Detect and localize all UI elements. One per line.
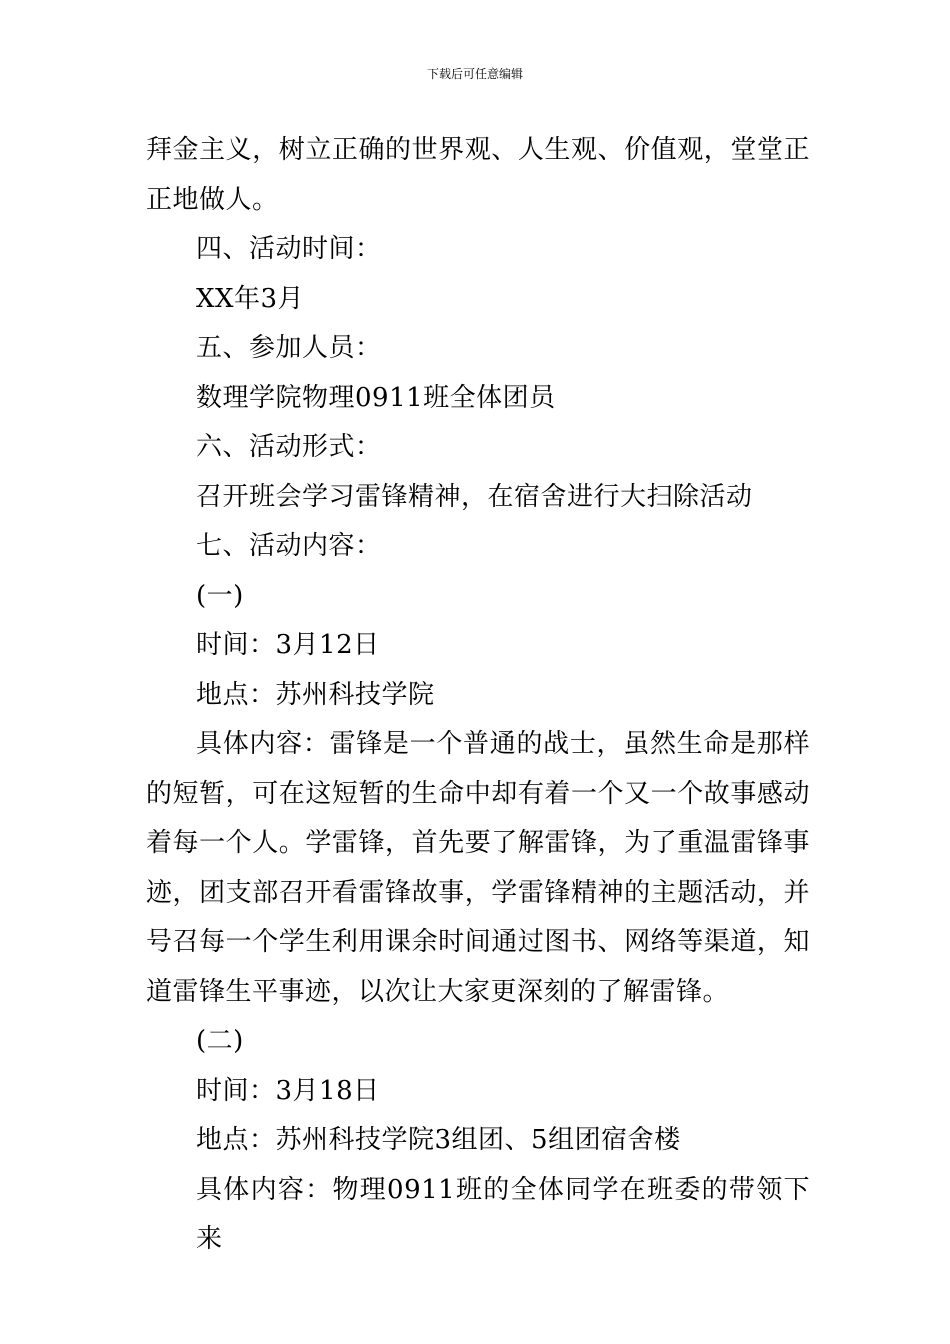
- text-line: 数理学院物理0911班全体团员: [196, 382, 556, 413]
- text-line: 召开班会学习雷锋精神，在宿舍进行大扫除活动: [196, 481, 753, 512]
- text-line: 时间：3月18日: [196, 1075, 380, 1106]
- page-header: 下载后可任意编辑: [426, 67, 523, 81]
- text-line: 着每一个人。学雷锋，首先要了解雷锋，为了重温雷锋事: [146, 828, 810, 858]
- text-line: 四、活动时间：: [196, 234, 382, 264]
- text-line: (二): [196, 1026, 244, 1056]
- text-line: 地点：苏州科技学院3组团、5组团宿舍楼: [196, 1125, 681, 1155]
- text-line: 具体内容：雷锋是一个普通的战士，虽然生命是那样: [196, 729, 810, 759]
- text-line: 正地做人。: [146, 184, 279, 215]
- text-line: 道雷锋生平事迹，以次让大家更深刻的了解雷锋。: [146, 976, 730, 1007]
- text-line: 具体内容：物理0911班的全体同学在班委的带领下来: [196, 1174, 810, 1254]
- text-line: 六、活动形式：: [196, 432, 382, 462]
- text-line: 地点：苏州科技学院: [196, 679, 435, 710]
- text-line: (一): [196, 580, 244, 611]
- text-line: 时间：3月12日: [196, 630, 380, 660]
- text-line: 拜金主义，树立正确的世界观、人生观、价值观，堂堂正: [146, 135, 810, 165]
- document-body: [146, 126, 810, 1254]
- text-line: 七、活动内容：: [196, 531, 382, 561]
- text-line: 的短暂，可在这短暂的生命中却有着一个又一个故事感动: [146, 778, 810, 809]
- text-line: 号召每一个学生利用课余时间通过图书、网络等渠道，知: [146, 927, 810, 957]
- text-line: XX年3月: [196, 283, 305, 314]
- text-line: 迹，团支部召开看雷锋故事，学雷锋精神的主题活动，并: [146, 877, 810, 908]
- text-line: 五、参加人员：: [196, 333, 382, 363]
